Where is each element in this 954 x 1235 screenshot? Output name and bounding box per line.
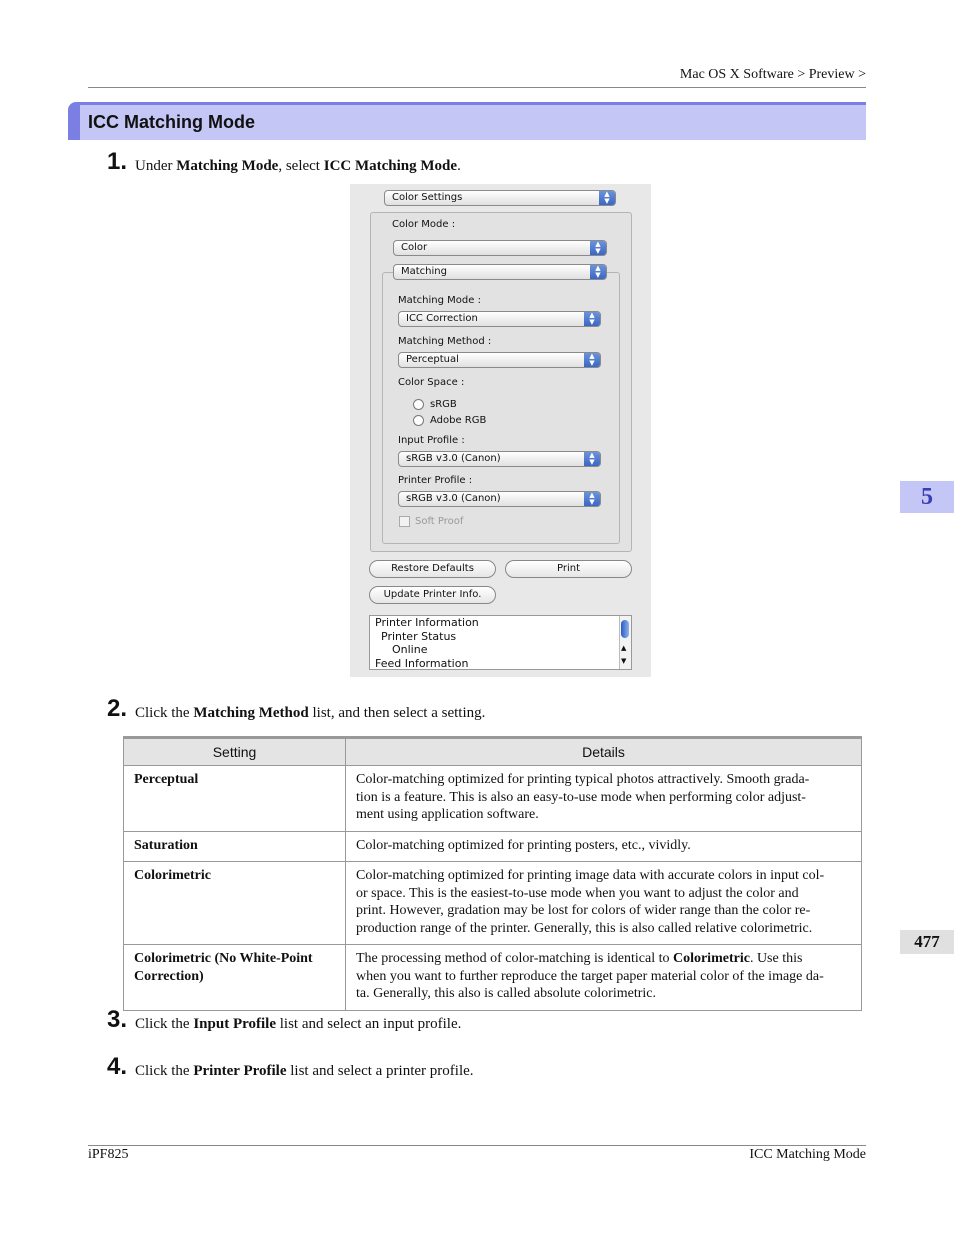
step-bold: Matching Mode	[176, 158, 279, 174]
list-item: Feed Information	[375, 657, 469, 670]
printer-profile-value: sRGB v3.0 (Canon)	[406, 493, 501, 504]
popup-arrows-icon: ▲ ▼	[584, 452, 600, 466]
popup-arrows-icon: ▲ ▼	[590, 265, 606, 279]
matching-method-value: Perceptual	[406, 354, 459, 365]
step-bold: Input Profile	[193, 1016, 276, 1032]
matching-method-label: Matching Method :	[398, 336, 492, 347]
update-printer-info-button[interactable]: Update Printer Info.	[369, 586, 496, 604]
details-line	[356, 950, 851, 968]
setting-details	[346, 945, 862, 1011]
matching-method-select[interactable]	[398, 352, 601, 368]
list-item: Printer Information	[375, 616, 479, 629]
popup-arrows-icon: ▲ ▼	[590, 241, 606, 255]
table-header-details: Details	[346, 738, 862, 766]
step-bold: Matching Method	[193, 705, 309, 721]
step-bold: Printer Profile	[193, 1063, 287, 1079]
panel-popup-label: Color Settings	[392, 192, 463, 203]
details-line: Color-matching optimized for printing typical photos attractively. Smooth grada-	[356, 772, 810, 787]
popup-arrows-icon: ▲ ▼	[584, 492, 600, 506]
print-button[interactable]: Print	[505, 560, 632, 578]
setting-details	[346, 862, 862, 945]
printer-profile-label: Printer Profile :	[398, 475, 473, 486]
details-line: production range of the printer. Generally, this is also called relative colorimetric.	[356, 920, 813, 936]
scroll-down-icon[interactable]: ▼	[621, 657, 627, 665]
step-text: list and select a printer profile.	[286, 1063, 474, 1079]
scrollbar-thumb[interactable]	[621, 620, 629, 638]
breadcrumb: Mac OS X Software > Preview >	[679, 67, 866, 82]
step-2	[107, 695, 486, 722]
setting-details	[346, 831, 862, 862]
table-row	[124, 862, 862, 945]
setting-name: Saturation	[124, 831, 346, 862]
color-mode-label: Color Mode :	[392, 219, 456, 230]
footer-rule	[88, 1145, 866, 1146]
page-number: 477	[900, 930, 954, 954]
step-text: .	[457, 158, 461, 174]
popup-arrows-icon: ▲ ▼	[584, 312, 600, 326]
step-3	[107, 1006, 462, 1033]
step-text: , select	[278, 158, 324, 174]
setting-name: Colorimetric	[124, 862, 346, 945]
step-4	[107, 1053, 474, 1080]
details-line: tion is a feature. This is also an easy-to-use mode when performing color adjust-	[356, 789, 806, 805]
printer-profile-select[interactable]	[398, 491, 601, 507]
section-title: ICC Matching Mode	[88, 112, 255, 132]
matching-mode-value: ICC Correction	[406, 313, 478, 324]
soft-proof-checkbox[interactable]	[399, 516, 410, 527]
header-rule	[88, 87, 866, 88]
setting-name-line: Correction)	[134, 968, 204, 984]
popup-arrows-icon: ▲ ▼	[599, 191, 615, 205]
step-number: 2.	[107, 695, 128, 722]
input-profile-select[interactable]	[398, 451, 601, 467]
color-mode-value: Color	[401, 242, 428, 253]
printer-info-list[interactable]	[369, 615, 632, 670]
details-text: . Use this	[749, 951, 803, 966]
adobe-rgb-label: Adobe RGB	[430, 415, 487, 426]
color-space-label: Color Space :	[398, 377, 465, 388]
details-text: The processing method of color-matching is identical to	[356, 951, 673, 966]
details-line: when you want to further reproduce the target paper material color of the image da-	[356, 968, 824, 984]
table-row	[124, 766, 862, 832]
matching-mode-label: Matching Mode :	[398, 295, 481, 306]
step-text: Click the	[135, 705, 194, 721]
step-text: Click the	[135, 1016, 194, 1032]
step-1	[107, 148, 461, 175]
step-number: 3.	[107, 1006, 128, 1033]
step-text: list, and then select a setting.	[308, 705, 486, 721]
details-line: Color-matching optimized for printing posters, etc., vividly.	[356, 837, 691, 853]
list-item: Online	[392, 643, 428, 656]
table-header-setting: Setting	[124, 738, 346, 766]
footer-model: iPF825	[88, 1147, 129, 1162]
setting-name	[124, 945, 346, 1011]
matching-popup-label: Matching	[401, 266, 447, 277]
details-line: ment using application software.	[356, 807, 539, 822]
scroll-up-icon[interactable]: ▲	[621, 644, 627, 652]
details-bold: Colorimetric	[672, 951, 750, 966]
matching-popup[interactable]	[393, 264, 607, 280]
footer-section: ICC Matching Mode	[749, 1147, 866, 1162]
scrollbar[interactable]	[619, 616, 631, 669]
details-line: print. However, gradation may be lost for colors of wider range than the color re-	[356, 903, 811, 918]
panel-popup[interactable]	[384, 190, 616, 206]
color-mode-select[interactable]	[393, 240, 607, 256]
step-bold: ICC Matching Mode	[323, 158, 458, 174]
step-text: Click the	[135, 1063, 194, 1079]
setting-name-line: Colorimetric (No White-Point	[134, 951, 313, 966]
setting-details	[346, 766, 862, 832]
step-text: Under	[135, 158, 177, 174]
srgb-radio[interactable]	[413, 399, 424, 410]
details-line: ta. Generally, this also is called absolute colorimetric.	[356, 986, 656, 1001]
soft-proof-label: Soft Proof	[415, 516, 464, 527]
chapter-tab: 5	[900, 481, 954, 513]
table-row	[124, 831, 862, 862]
step-text: list and select an input profile.	[275, 1016, 462, 1032]
step-number: 1.	[107, 148, 128, 175]
color-settings-dialog	[350, 184, 651, 677]
restore-defaults-button[interactable]: Restore Defaults	[369, 560, 496, 578]
list-item: Printer Status	[381, 630, 457, 643]
matching-mode-select[interactable]	[398, 311, 601, 327]
srgb-label: sRGB	[430, 399, 457, 410]
details-line: Color-matching optimized for printing image data with accurate colors in input col-	[356, 868, 825, 883]
step-number: 4.	[107, 1053, 128, 1080]
popup-arrows-icon: ▲ ▼	[584, 353, 600, 367]
adobe-rgb-radio[interactable]	[413, 415, 424, 426]
setting-name: Perceptual	[124, 766, 346, 832]
matching-method-table	[123, 736, 862, 1011]
input-profile-label: Input Profile :	[398, 435, 465, 446]
table-row	[124, 945, 862, 1011]
input-profile-value: sRGB v3.0 (Canon)	[406, 453, 501, 464]
details-line: or space. This is the easiest-to-use mode when you want to adjust the color and	[356, 885, 799, 901]
